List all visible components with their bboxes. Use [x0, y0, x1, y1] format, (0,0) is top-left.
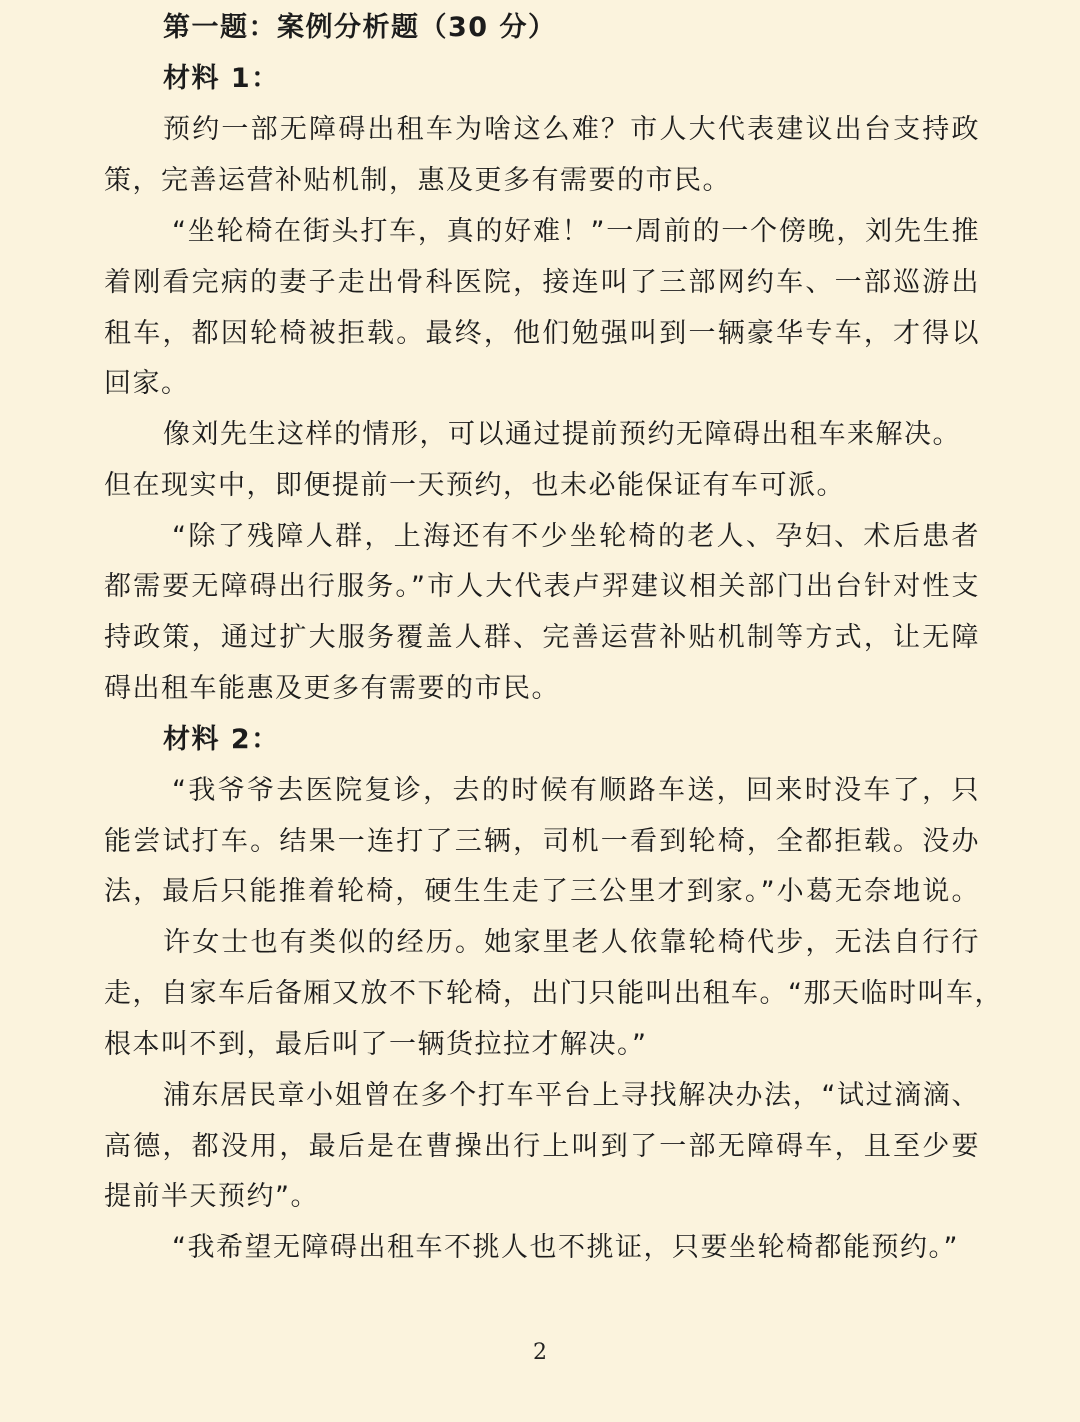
paragraph-line: 着刚看完病的妻子走出骨科医院，接连叫了三部网约车、一部巡游出 — [104, 267, 980, 298]
paragraph-line: 高德，都没用，最后是在曹操出行上叫到了一部无障碍车，且至少要 — [104, 1131, 980, 1162]
paragraph-line: 租车，都因轮椅被拒载。最终，他们勉强叫到一辆豪华专车，才得以 — [104, 318, 980, 349]
paragraph-line: 法，最后只能推着轮椅，硬生生走了三公里才到家。”小葛无奈地说。 — [104, 876, 980, 907]
paragraph-line: “我希望无障碍出租车不挑人也不挑证，只要坐轮椅都能预约。” — [172, 1232, 959, 1263]
paragraph-line: 许女士也有类似的经历。她家里老人依靠轮椅代步，无法自行行 — [163, 927, 980, 958]
paragraph-line: 但在现实中，即便提前一天预约，也未必能保证有车可派。 — [104, 470, 845, 501]
paragraph-line: 都需要无障碍出行服务。”市人大代表卢羿建议相关部门出台针对性支 — [104, 571, 980, 602]
question-title: 第一题：案例分析题（30 分） — [163, 12, 557, 43]
paragraph-line: 预约一部无障碍出租车为啥这么难？市人大代表建议出台支持政 — [163, 114, 980, 145]
paragraph-line: “我爷爷去医院复诊，去的时候有顺路车送，回来时没车了，只 — [172, 775, 980, 806]
paragraph-line: 能尝试打车。结果一连打了三辆，司机一看到轮椅，全都拒载。没办 — [104, 826, 980, 857]
paragraph-line: 走，自家车后备厢又放不下轮椅，出门只能叫出租车。“那天临时叫车， — [104, 978, 1003, 1009]
page-number: 2 — [533, 1340, 547, 1365]
paragraph-line: 碍出租车能惠及更多有需要的市民。 — [104, 673, 560, 704]
paragraph-line: 根本叫不到，最后叫了一辆货拉拉才解决。” — [104, 1029, 648, 1060]
paragraph-line: 持政策，通过扩大服务覆盖人群、完善运营补贴机制等方式，让无障 — [104, 622, 980, 653]
paragraph-line: 策，完善运营补贴机制，惠及更多有需要的市民。 — [104, 165, 731, 196]
paragraph-line: 提前半天预约”。 — [104, 1181, 319, 1212]
paragraph-line: “坐轮椅在街头打车，真的好难！”一周前的一个傍晚，刘先生推 — [172, 216, 980, 247]
paragraph-line: 像刘先生这样的情形，可以通过提前预约无障碍出租车来解决。 — [163, 419, 961, 450]
paragraph-line: “除了残障人群，上海还有不少坐轮椅的老人、孕妇、术后患者 — [172, 521, 980, 552]
paragraph-line: 回家。 — [104, 368, 190, 399]
paragraph-line: 浦东居民章小姐曾在多个打车平台上寻找解决办法，“试过滴滴、 — [163, 1080, 980, 1111]
material-1-label: 材料 1： — [163, 63, 280, 94]
material-2-label: 材料 2： — [163, 724, 280, 755]
